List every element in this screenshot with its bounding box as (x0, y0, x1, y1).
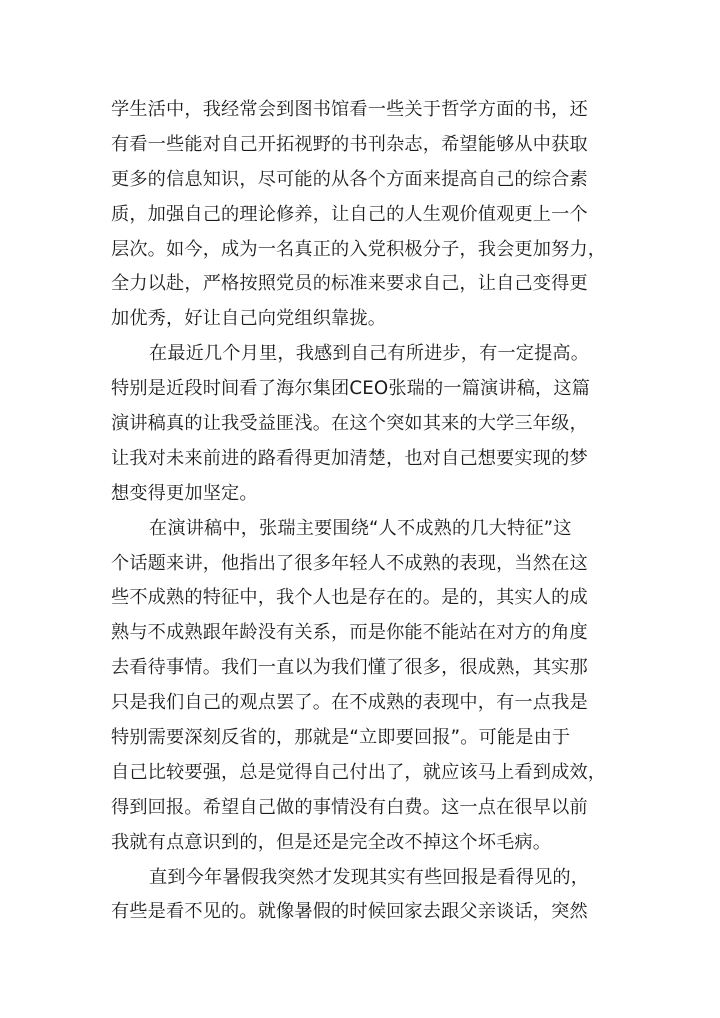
text-line: 得到回报。希望自己做的事情没有白费。这一点在很早以前 (111, 796, 588, 818)
text-line: 有些是看不见的。就像暑假的时候回家去跟父亲谈话，突然 (111, 901, 588, 923)
text-line: 只是我们自己的观点罢了。在不成熟的表现中，有一点我是 (111, 692, 588, 714)
document-body-text (111, 93, 626, 930)
text-line: 特别需要深刻反省的，那就是“立即要回报”。可能是由于 (111, 727, 571, 749)
text-line: 有看一些能对自己开拓视野的书刊杂志，希望能够从中获取 (111, 133, 588, 155)
text-line: 质，加强自己的理论修养，让自己的人生观价值观更上一个 (111, 203, 588, 225)
text-line: 自己比较要强，总是觉得自己付出了，就应该马上看到成效， (111, 761, 607, 783)
text-line: 让我对未来前进的路看得更加清楚，也对自己想要实现的梦 (111, 447, 588, 469)
text-line: 想变得更加坚定。 (111, 482, 258, 504)
text-line: 特别是近段时间看了海尔集团CEO张瑞的一篇演讲稿，这篇 (111, 378, 591, 400)
text-line: 更多的信息知识，尽可能的从各个方面来提高自己的综合素 (111, 168, 588, 190)
text-line: 全力以赴，严格按照党员的标准来要求自己，让自己变得更 (111, 273, 588, 295)
text-line: 去看待事情。我们一直以为我们懂了很多，很成熟，其实那 (111, 657, 588, 679)
text-line: 在最近几个月里，我感到自己有所进步，有一定提高。 (149, 343, 590, 365)
text-line: 加优秀，好让自己向党组织靠拢。 (111, 308, 387, 330)
text-line: 熟与不成熟跟年龄没有关系，而是你能不能站在对方的角度 (111, 622, 588, 644)
text-line: 演讲稿真的让我受益匪浅。在这个突如其来的大学三年级， (111, 413, 588, 435)
text-line: 个话题来讲，他指出了很多年轻人不成熟的表现，当然在这 (111, 552, 588, 574)
text-line: 我就有点意识到的，但是还是完全改不掉这个坏毛病。 (111, 831, 552, 853)
text-line: 直到今年暑假我突然才发现其实有些回报是看得见的， (149, 866, 590, 888)
text-line: 在演讲稿中，张瑞主要围绕“人不成熟的几大特征”这 (149, 517, 572, 539)
text-line: 学生活中，我经常会到图书馆看一些关于哲学方面的书，还 (111, 99, 588, 120)
text-line: 层次。如今，成为一名真正的入党积极分子，我会更加努力， (111, 238, 607, 260)
text-line: 些不成熟的特征中，我个人也是存在的。是的，其实人的成 (111, 587, 588, 609)
